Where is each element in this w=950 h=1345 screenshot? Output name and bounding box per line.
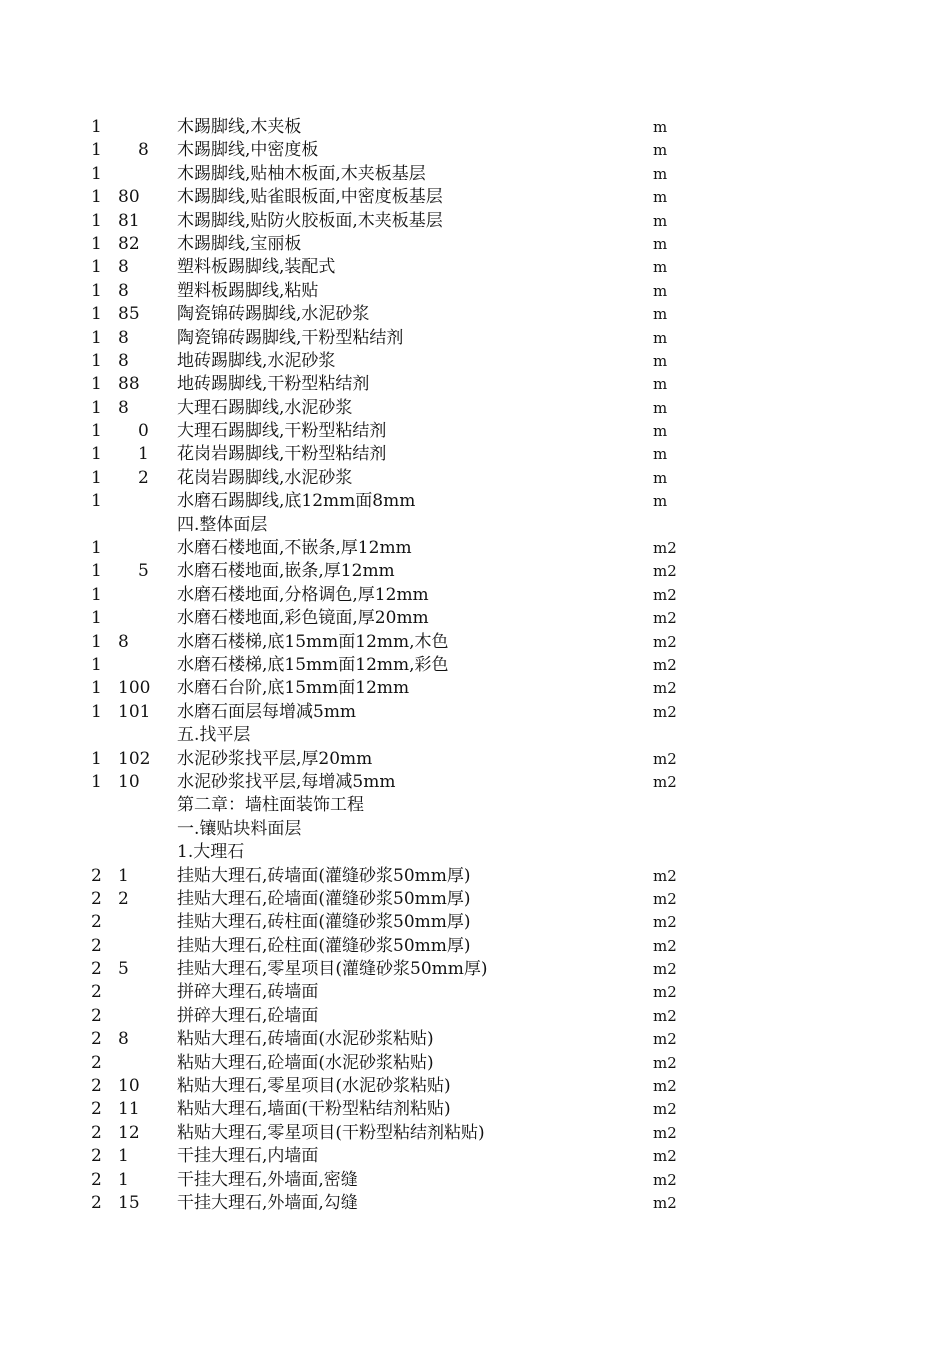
unit-cell: m2 — [653, 1030, 677, 1049]
item-number-cell: 8 — [118, 350, 129, 371]
chapter-number-cell: 2 — [91, 1192, 102, 1213]
item-description-cell: 挂贴大理石,砖墙面(灌缝砂浆50mm厚) — [177, 865, 471, 886]
item-number-cell: 10 — [118, 1076, 140, 1097]
chapter-number-cell: 1 — [91, 163, 102, 184]
chapter-number-cell: 1 — [91, 654, 102, 675]
chapter-number-cell: 2 — [91, 1052, 102, 1073]
unit-cell: m2 — [653, 913, 677, 932]
unit-cell: m2 — [653, 1100, 677, 1119]
unit-cell: m — [653, 234, 668, 253]
table-row — [0, 233, 950, 256]
unit-cell: m — [653, 164, 668, 183]
item-description-cell: 水磨石楼梯,底15mm面12mm,木色 — [177, 631, 449, 652]
chapter-number-cell: 1 — [91, 327, 102, 348]
item-description-cell: 水磨石踢脚线,底12mm面8mm — [177, 491, 416, 512]
table-row — [0, 256, 950, 279]
chapter-number-cell: 2 — [91, 982, 102, 1003]
unit-cell: m2 — [653, 585, 677, 604]
unit-cell: m2 — [653, 702, 677, 721]
unit-cell: m — [653, 258, 668, 277]
item-number-cell: 88 — [118, 374, 140, 395]
unit-cell: m — [653, 492, 668, 511]
table-row — [0, 1028, 950, 1051]
chapter-number-cell: 1 — [91, 631, 102, 652]
chapter-number-cell: 2 — [91, 1029, 102, 1050]
item-description-cell: 水磨石楼地面,不嵌条,厚12mm — [177, 538, 412, 559]
item-description-cell: 粘贴大理石,砖墙面(水泥砂浆粘贴) — [177, 1029, 434, 1050]
item-description-cell: 粘贴大理石,墙面(干粉型粘结剂粘贴) — [177, 1099, 451, 1120]
item-number-cell: 1 — [138, 444, 149, 465]
item-description-cell: 水磨石台阶,底15mm面12mm — [177, 678, 410, 699]
table-row — [0, 210, 950, 233]
item-number-cell: 8 — [118, 397, 129, 418]
item-description-cell: 拼碎大理石,砼墙面 — [177, 1005, 319, 1026]
item-description-cell: 大理石踢脚线,干粉型粘结剂 — [177, 421, 387, 442]
item-description-cell: 粘贴大理石,零星项目(水泥砂浆粘贴) — [177, 1076, 451, 1097]
table-row — [0, 911, 950, 934]
item-number-cell: 8 — [118, 327, 129, 348]
item-description-cell: 地砖踢脚线,水泥砂浆 — [177, 350, 336, 371]
item-description-cell: 陶瓷锦砖踢脚线,水泥砂浆 — [177, 304, 370, 325]
item-description-cell: 干挂大理石,内墙面 — [177, 1146, 319, 1167]
table-row — [0, 280, 950, 303]
table-row — [0, 139, 950, 162]
table-row — [0, 186, 950, 209]
unit-cell: m2 — [653, 866, 677, 885]
chapter-number-cell: 1 — [91, 538, 102, 559]
chapter-number-cell: 1 — [91, 491, 102, 512]
item-number-cell: 10 — [118, 771, 140, 792]
chapter-number-cell: 1 — [91, 374, 102, 395]
unit-cell: m — [653, 351, 668, 370]
item-number-cell: 2 — [138, 467, 149, 488]
table-row — [0, 116, 950, 139]
unit-cell: m — [653, 375, 668, 394]
unit-cell: m2 — [653, 1193, 677, 1212]
item-number-cell: 8 — [138, 140, 149, 161]
unit-cell: m — [653, 305, 668, 324]
chapter-number-cell: 1 — [91, 257, 102, 278]
unit-cell: m — [653, 468, 668, 487]
unit-cell: m2 — [653, 539, 677, 558]
table-row — [0, 677, 950, 700]
table-row — [0, 1075, 950, 1098]
unit-cell: m — [653, 281, 668, 300]
chapter-number-cell: 1 — [91, 280, 102, 301]
item-number-cell: 0 — [138, 421, 149, 442]
item-description-cell: 花岗岩踢脚线,水泥砂浆 — [177, 467, 353, 488]
chapter-number-cell: 2 — [91, 1076, 102, 1097]
item-description-cell: 挂贴大理石,零星项目(灌缝砂浆50mm厚) — [177, 959, 488, 980]
item-description-cell: 木踢脚线,贴柚木板面,木夹板基层 — [177, 163, 426, 184]
item-description-cell: 五.找平层 — [177, 725, 251, 746]
item-number-cell: 81 — [118, 210, 140, 231]
item-description-cell: 水磨石面层每增减5mm — [177, 701, 357, 722]
table-row — [0, 327, 950, 350]
unit-cell: m — [653, 422, 668, 441]
item-description-cell: 第二章：墙柱面装饰工程 — [177, 795, 364, 816]
chapter-number-cell: 2 — [91, 865, 102, 886]
item-number-cell: 85 — [118, 304, 140, 325]
unit-cell: m2 — [653, 632, 677, 651]
chapter-number-cell: 1 — [91, 187, 102, 208]
unit-cell: m2 — [653, 1053, 677, 1072]
table-row — [0, 771, 950, 794]
item-description-cell: 水泥砂浆找平层,每增减5mm — [177, 771, 396, 792]
item-description-cell: 粘贴大理石,砼墙面(水泥砂浆粘贴) — [177, 1052, 434, 1073]
item-description-cell: 木踢脚线,中密度板 — [177, 140, 319, 161]
item-number-cell: 8 — [118, 1029, 129, 1050]
item-description-cell: 水磨石楼梯,底15mm面12mm,彩色 — [177, 654, 449, 675]
chapter-number-cell: 1 — [91, 210, 102, 231]
item-description-cell: 水磨石楼地面,嵌条,厚12mm — [177, 561, 395, 582]
item-description-cell: 水泥砂浆找平层,厚20mm — [177, 748, 373, 769]
table-row — [0, 443, 950, 466]
item-number-cell: 12 — [118, 1122, 140, 1143]
unit-cell: m2 — [653, 772, 677, 791]
item-description-cell: 一.镶贴块料面层 — [177, 818, 302, 839]
item-description-cell: 干挂大理石,外墙面,密缝 — [177, 1169, 358, 1190]
chapter-number-cell: 1 — [91, 117, 102, 137]
unit-cell: m2 — [653, 1147, 677, 1166]
item-description-cell: 挂贴大理石,砼墙面(灌缝砂浆50mm厚) — [177, 888, 471, 909]
item-description-cell: 木踢脚线,宝丽板 — [177, 233, 302, 254]
item-number-cell: 82 — [118, 233, 140, 254]
item-number-cell: 5 — [118, 959, 129, 980]
item-description-cell: 拼碎大理石,砖墙面 — [177, 982, 319, 1003]
item-number-cell: 1 — [118, 1146, 129, 1167]
unit-cell: m2 — [653, 889, 677, 908]
table-row — [0, 981, 950, 1004]
table-row — [0, 1145, 950, 1168]
table-row — [0, 420, 950, 443]
table-row — [0, 584, 950, 607]
unit-cell: m2 — [653, 1006, 677, 1025]
item-description-cell: 1.大理石 — [177, 842, 245, 863]
chapter-number-cell: 2 — [91, 1169, 102, 1190]
table-row — [0, 654, 950, 677]
chapter-number-cell: 1 — [91, 748, 102, 769]
table-row — [0, 935, 950, 958]
unit-cell: m2 — [653, 936, 677, 955]
item-description-cell: 木踢脚线,贴防火胶板面,木夹板基层 — [177, 210, 443, 231]
table-row — [0, 794, 950, 817]
chapter-number-cell: 1 — [91, 608, 102, 629]
chapter-number-cell: 2 — [91, 912, 102, 933]
chapter-number-cell: 1 — [91, 561, 102, 582]
table-row — [0, 865, 950, 888]
table-row — [0, 350, 950, 373]
item-description-cell: 地砖踢脚线,干粉型粘结剂 — [177, 374, 370, 395]
item-description-cell: 挂贴大理石,砼柱面(灌缝砂浆50mm厚) — [177, 935, 471, 956]
item-number-cell: 8 — [118, 280, 129, 301]
unit-cell: m2 — [653, 1123, 677, 1142]
item-number-cell: 1 — [118, 865, 129, 886]
unit-cell: m — [653, 141, 668, 160]
item-description-cell: 大理石踢脚线,水泥砂浆 — [177, 397, 353, 418]
unit-cell: m2 — [653, 679, 677, 698]
item-description-cell: 木踢脚线,木夹板 — [177, 117, 302, 137]
item-description-cell: 塑料板踢脚线,装配式 — [177, 257, 336, 278]
item-description-cell: 粘贴大理石,零星项目(干粉型粘结剂粘贴) — [177, 1122, 485, 1143]
chapter-number-cell: 1 — [91, 701, 102, 722]
chapter-number-cell: 1 — [91, 584, 102, 605]
item-description-cell: 木踢脚线,贴雀眼板面,中密度板基层 — [177, 187, 443, 208]
item-number-cell: 8 — [118, 257, 129, 278]
item-number-cell: 101 — [118, 701, 151, 722]
table-row — [0, 373, 950, 396]
item-number-cell: 8 — [118, 631, 129, 652]
table-row — [0, 537, 950, 560]
chapter-number-cell: 1 — [91, 304, 102, 325]
item-number-cell: 102 — [118, 748, 151, 769]
table-row — [0, 724, 950, 747]
chapter-number-cell: 1 — [91, 140, 102, 161]
unit-cell: m2 — [653, 749, 677, 768]
table-row — [0, 818, 950, 841]
table-row — [0, 1122, 950, 1145]
table-row — [0, 958, 950, 981]
table-row — [0, 701, 950, 724]
item-description-cell: 花岗岩踢脚线,干粉型粘结剂 — [177, 444, 387, 465]
item-number-cell: 2 — [118, 888, 129, 909]
unit-cell: m2 — [653, 562, 677, 581]
table-row — [0, 888, 950, 911]
item-number-cell: 15 — [118, 1192, 140, 1213]
chapter-number-cell: 2 — [91, 1005, 102, 1026]
chapter-number-cell: 1 — [91, 467, 102, 488]
table-row — [0, 631, 950, 654]
table-row — [0, 490, 950, 513]
table-row — [0, 1098, 950, 1121]
chapter-number-cell: 2 — [91, 888, 102, 909]
chapter-number-cell: 2 — [91, 1099, 102, 1120]
unit-cell: m2 — [653, 1077, 677, 1096]
chapter-number-cell: 1 — [91, 233, 102, 254]
unit-cell: m — [653, 118, 668, 136]
table-row — [0, 397, 950, 420]
table-row — [0, 1005, 950, 1028]
chapter-number-cell: 1 — [91, 421, 102, 442]
unit-cell: m — [653, 211, 668, 230]
item-description-cell: 塑料板踢脚线,粘贴 — [177, 280, 319, 301]
table-row — [0, 1169, 950, 1192]
item-number-cell: 100 — [118, 678, 151, 699]
table-row — [0, 748, 950, 771]
item-description-cell: 挂贴大理石,砖柱面(灌缝砂浆50mm厚) — [177, 912, 471, 933]
table-row — [0, 303, 950, 326]
item-number-cell: 11 — [118, 1099, 140, 1120]
chapter-number-cell: 2 — [91, 935, 102, 956]
table-row — [0, 841, 950, 864]
chapter-number-cell: 2 — [91, 1146, 102, 1167]
chapter-number-cell: 2 — [91, 1122, 102, 1143]
chapter-number-cell: 1 — [91, 350, 102, 371]
chapter-number-cell: 2 — [91, 959, 102, 980]
unit-cell: m — [653, 445, 668, 464]
item-description-cell: 陶瓷锦砖踢脚线,干粉型粘结剂 — [177, 327, 404, 348]
table-row — [0, 607, 950, 630]
table-row — [0, 1052, 950, 1075]
item-number-cell: 5 — [138, 561, 149, 582]
item-description-cell: 水磨石楼地面,分格调色,厚12mm — [177, 584, 429, 605]
unit-cell: m — [653, 328, 668, 347]
unit-cell: m2 — [653, 655, 677, 674]
unit-cell: m — [653, 398, 668, 417]
table-row — [0, 163, 950, 186]
chapter-number-cell: 1 — [91, 397, 102, 418]
quota-table — [0, 116, 950, 1215]
chapter-number-cell: 1 — [91, 771, 102, 792]
unit-cell: m2 — [653, 983, 677, 1002]
chapter-number-cell: 1 — [91, 444, 102, 465]
chapter-number-cell: 1 — [91, 678, 102, 699]
unit-cell: m2 — [653, 609, 677, 628]
item-number-cell: 80 — [118, 187, 140, 208]
table-row — [0, 1192, 950, 1215]
table-row — [0, 514, 950, 537]
unit-cell: m2 — [653, 960, 677, 979]
item-description-cell: 干挂大理石,外墙面,勾缝 — [177, 1192, 358, 1213]
unit-cell: m — [653, 188, 668, 207]
item-number-cell: 1 — [118, 1169, 129, 1190]
table-row — [0, 467, 950, 490]
item-description-cell: 水磨石楼地面,彩色镜面,厚20mm — [177, 608, 429, 629]
table-row — [0, 560, 950, 583]
unit-cell: m2 — [653, 1170, 677, 1189]
item-description-cell: 四.整体面层 — [177, 514, 268, 535]
